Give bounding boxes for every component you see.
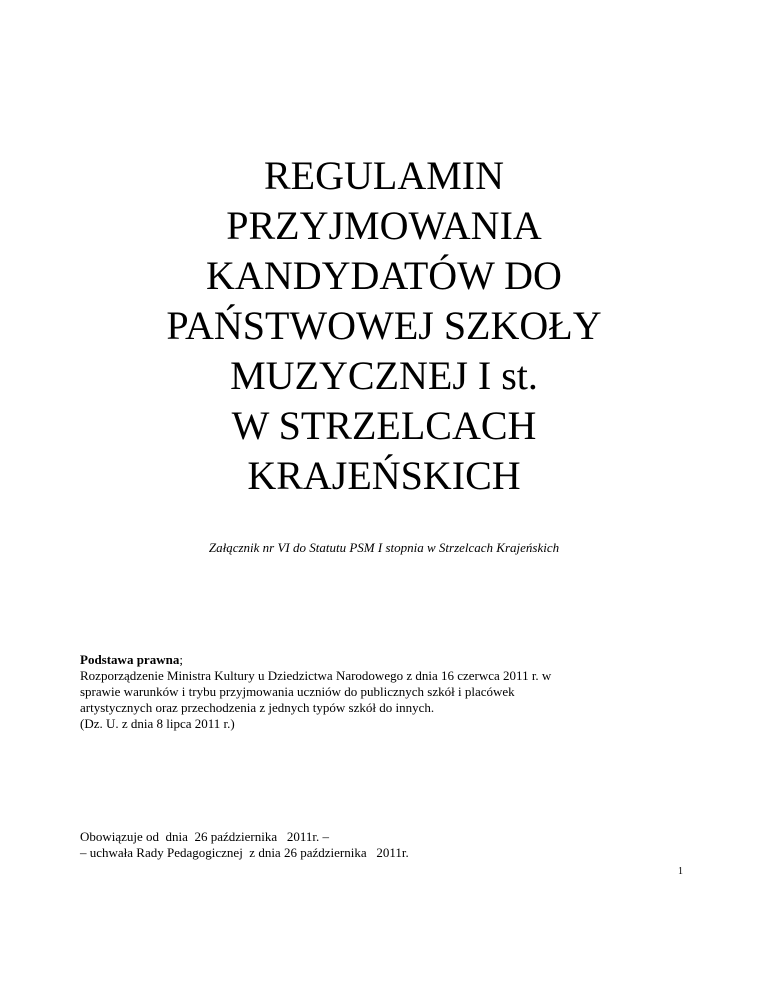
legal-basis-heading: Podstawa prawna: [80, 652, 180, 667]
title-line: MUZYCZNEJ I st.: [230, 353, 538, 398]
title-line: REGULAMIN: [264, 153, 504, 198]
legal-basis-line: sprawie warunków i trybu przyjmowania uczniów do publicznych szkół i placówek: [80, 684, 515, 699]
title-line: PAŃSTWOWEJ SZKOŁY: [166, 303, 602, 348]
legal-basis-line: (Dz. U. z dnia 8 lipca 2011 r.): [80, 716, 235, 731]
title-line: PRZYJMOWANIA: [226, 203, 542, 248]
title-line: KANDYDATÓW DO: [206, 253, 562, 298]
legal-basis-line: artystycznych oraz przechodzenia z jednych typów szkół do innych.: [80, 700, 435, 715]
title-line: KRAJEŃSKICH: [247, 453, 521, 498]
effective-date-line: Obowiązuje od dnia 26 października 2011r. –: [80, 829, 329, 844]
resolution-line: – uchwała Rady Pedagogicznej z dnia 26 października 2011r.: [80, 845, 409, 860]
effective-date-section: [80, 829, 700, 861]
title-line: W STRZELCACH: [231, 403, 537, 448]
legal-basis-heading-suffix: ;: [179, 652, 183, 667]
legal-basis-section: [80, 652, 700, 732]
legal-basis-heading-row: [80, 652, 700, 668]
annex-note: Załącznik nr VI do Statutu PSM I stopnia w Strzelcach Krajeńskich: [208, 540, 560, 555]
page-number: 1: [678, 866, 683, 877]
legal-basis-line: Rozporządzenie Ministra Kultury u Dziedzictwa Narodowego z dnia 16 czerwca 2011 r. w: [80, 668, 552, 683]
document-title: [0, 151, 768, 501]
